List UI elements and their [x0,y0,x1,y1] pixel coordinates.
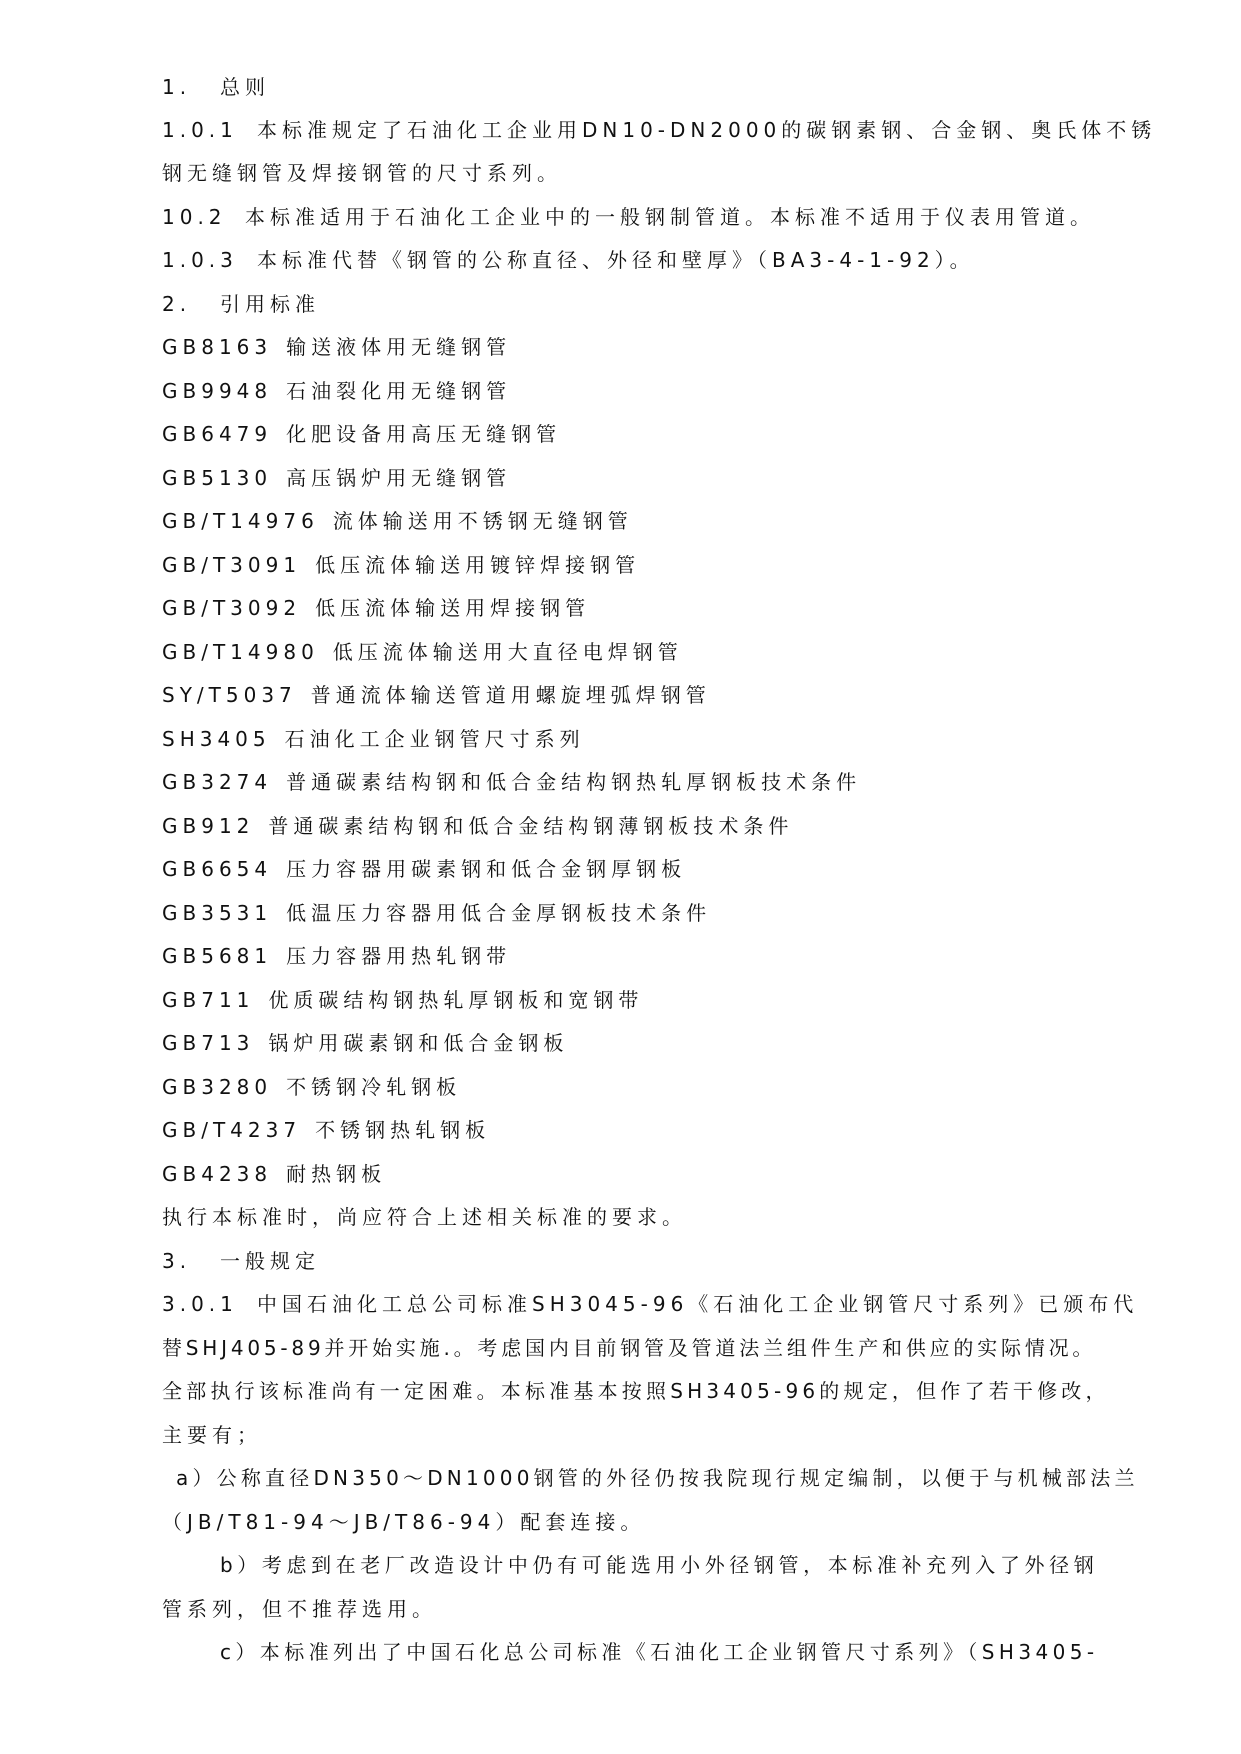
standard-code: GB3280 [162,1075,273,1099]
section-title: 引用标准 [220,292,320,316]
standard-code: GB6654 [162,857,273,881]
section-2-heading [162,290,320,318]
standard-item [162,768,861,796]
standard-name: 化肥设备用高压无缝钢管 [286,422,562,446]
item-text: c）本标准列出了中国石化总公司标准《石油化工企业钢管尺寸系列》（SH3405- [220,1640,1099,1664]
standard-code: GB711 [162,988,255,1012]
standard-code: GB713 [162,1031,255,1055]
standard-item [162,333,511,361]
standard-item [162,855,686,883]
section-number: 1. [162,75,192,99]
standard-code: GB/T3091 [162,553,302,577]
standard-item [162,420,561,448]
standard-name: 流体输送用不锈钢无缝钢管 [332,509,633,533]
standard-item [162,812,793,840]
standard-name: 耐热钢板 [286,1162,387,1186]
standard-item [162,986,643,1014]
standard-name: 石油裂化用无缝钢管 [286,379,512,403]
standard-code: SY/T5037 [162,683,297,707]
standard-item [162,725,585,753]
standard-item [162,681,711,709]
standard-code: SH3405 [162,727,271,751]
standard-code: GB/T14980 [162,640,319,664]
standard-name: 低温压力容器用低合金厚钢板技术条件 [286,901,712,925]
clause-text: 本标准适用于石油化工企业中的一般钢制管道。本标准不适用于仪表用管道。 [245,205,1095,229]
clause-text: 中国石油化工总公司标准SH3045-96《石油化工企业钢管尺寸系列》已颁布代 [257,1292,1139,1316]
standard-name: 普通碳素结构钢和低合金结构钢热轧厚钢板技术条件 [286,770,862,794]
clause-text: 替SHJ405-89并开始实施.。考虑国内目前钢管及管道法兰组件生产和供应的实际情况。 [162,1336,1097,1360]
standard-item [162,1073,461,1101]
standards-closing-note [162,1203,687,1231]
clause-id: 3.0.1 [162,1292,238,1316]
standard-item [162,638,683,666]
clause-text: 钢无缝钢管及焊接钢管的尺寸系列。 [162,161,562,185]
clause-text: 主要有； [162,1423,262,1447]
item-text: b）考虑到在老厂改造设计中仍有可能选用小外径钢管，本标准补充列入了外径钢 [220,1553,1099,1577]
item-text: （JB/T81-94～JB/T86-94）配套连接。 [162,1510,646,1534]
clause-3-0-1-line-4 [162,1421,262,1449]
standard-code: GB6479 [162,422,273,446]
clause-id: 10.2 [162,205,227,229]
clause-3-0-1-line-3 [162,1377,1110,1405]
standard-code: GB/T4237 [162,1118,302,1142]
closing-text: 执行本标准时，尚应符合上述相关标准的要求。 [162,1205,687,1229]
section-number: 3. [162,1249,192,1273]
item-text: a）公称直径DN350～DN1000钢管的外径仍按我院现行规定编制，以便于与机械部法兰 [176,1466,1139,1490]
clause-3-0-1-line-2 [162,1334,1096,1362]
item-b [220,1551,1098,1579]
standard-item [162,594,590,622]
standard-name: 低压流体输送用大直径电焊钢管 [332,640,683,664]
clause-text: 全部执行该标准尚有一定困难。本标准基本按照SH3405-96的规定，但作了若干修改， [162,1379,1110,1403]
standard-item [162,551,640,579]
standard-code: GB5681 [162,944,273,968]
standard-code: GB8163 [162,335,273,359]
standard-item [162,1029,568,1057]
standard-item [162,507,633,535]
standard-item [162,1160,386,1188]
standard-name: 不锈钢热轧钢板 [315,1118,491,1142]
clause-text: 本标准代替《钢管的公称直径、外径和壁厚》（BA3-4-1-92）。 [257,248,975,272]
standard-code: GB4238 [162,1162,273,1186]
standard-name: 低压流体输送用镀锌焊接钢管 [315,553,641,577]
standard-name: 不锈钢冷轧钢板 [286,1075,462,1099]
standard-name: 普通碳素结构钢和低合金结构钢薄钢板技术条件 [268,814,794,838]
item-b-continued [162,1595,437,1623]
item-text: 管系列，但不推荐选用。 [162,1597,437,1621]
standard-item [162,942,511,970]
clause-1-0-3 [162,246,975,274]
clause-10-2 [162,203,1095,231]
standard-name: 高压锅炉用无缝钢管 [286,466,512,490]
clause-id: 1.0.3 [162,248,238,272]
standard-name: 普通流体输送管道用螺旋埋弧焊钢管 [310,683,711,707]
standard-code: GB5130 [162,466,273,490]
section-title: 一般规定 [220,1249,320,1273]
item-a-continued [162,1508,645,1536]
clause-id: 1.0.1 [162,118,238,142]
standard-name: 锅炉用碳素钢和低合金钢板 [268,1031,569,1055]
item-a [176,1464,1139,1492]
standard-code: GB3531 [162,901,273,925]
clause-3-0-1 [162,1290,1138,1318]
standard-name: 压力容器用碳素钢和低合金钢厚钢板 [286,857,687,881]
standard-name: 石油化工企业钢管尺寸系列 [284,727,585,751]
standard-name: 低压流体输送用焊接钢管 [315,596,591,620]
standard-item [162,377,511,405]
item-c [220,1638,1098,1666]
section-title: 总则 [220,75,270,99]
standard-item [162,464,511,492]
standard-code: GB/T14976 [162,509,319,533]
standard-name: 压力容器用热轧钢带 [286,944,512,968]
standard-item [162,1116,490,1144]
clause-text: 本标准规定了石油化工企业用DN10-DN2000的碳钢素钢、合金钢、奥氏体不锈 [257,118,1157,142]
standard-code: GB3274 [162,770,273,794]
clause-1-0-1-continued [162,159,562,187]
section-3-heading [162,1247,320,1275]
clause-1-0-1 [162,116,1156,144]
section-number: 2. [162,292,192,316]
standard-code: GB912 [162,814,255,838]
standard-name: 优质碳结构钢热轧厚钢板和宽钢带 [268,988,644,1012]
standard-item [162,899,711,927]
standard-name: 输送液体用无缝钢管 [286,335,512,359]
standard-code: GB/T3092 [162,596,302,620]
standard-code: GB9948 [162,379,273,403]
section-1-heading [162,73,270,101]
